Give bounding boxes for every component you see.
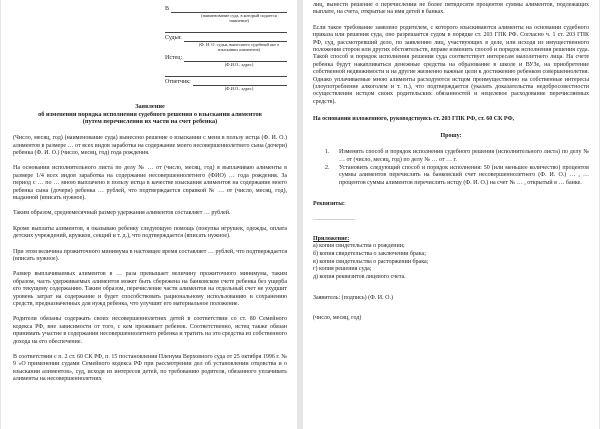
court-label: В [165, 5, 170, 12]
plaintiff-label: Истец: [165, 54, 183, 61]
addressee-block [165, 4, 287, 91]
judge-row [165, 33, 287, 42]
paragraph: При этом величина прожиточного минимума в настоящее время составляет … рублей, что подтверждается (вписать нужное). [13, 248, 287, 262]
defendant-row [165, 77, 287, 86]
details-heading: Реквизиты: [313, 201, 345, 208]
date-line: (число, месяц, год) [313, 314, 362, 321]
defendant-blank-line [193, 79, 287, 86]
title-line: Заявление [135, 103, 165, 110]
document-page-right [303, 0, 599, 429]
signature-line: Заявитель: (подпись) (Ф. И. О.) [313, 295, 393, 302]
request-text: Изменить способ и порядок исполнения судебного решения (исполнительного листа) по делу № … от (число, месяц, год) по делу № … от … г. [339, 149, 589, 163]
request-text: Установить следующий способ и порядок исполнения: 50 (или меньшее количество) процентов суммы алиментов перечислять на банковский счет несовершеннолетнего (Ф. И. О.) … , … процентов суммы алиментов перечислять истцу (Ф. И. О.) на счет № … , открытый в … банке. [339, 164, 589, 186]
blank-row [165, 68, 287, 77]
paragraph: Родители обязаны содержать своих несовершеннолетних детей в соответствии со ст. 80 Семейного кодекса РФ, вне зависимости от того, с кем проживает ребенок. Соответственно, истец также обязан принимать участие в содержании несовершеннолетнего ребенка и тратить на это средства из собственного дохода на его обеспечение. [13, 316, 287, 345]
request-heading: Прошу: [440, 132, 462, 139]
attachment-item: в) копия свидетельства о расторжении брака; [313, 258, 429, 265]
document-page-left [1, 0, 297, 429]
plaintiff-note: (Ф.И.О., адрес) [224, 62, 254, 67]
court-row [165, 4, 287, 13]
attachments-heading: Приложение: [313, 235, 350, 242]
judge-note: (Ф. И. О. судьи, вынесшего судебный акт о взыскании алиментов) [198, 42, 280, 52]
request-item [313, 149, 589, 164]
attachment-item: д) копия реквизитов лицевого счета. [313, 273, 406, 280]
paragraph: Таким образом, среднемесячный размер удержания алиментов составляет … рублей. [13, 210, 231, 217]
judge-blank-line [184, 35, 287, 42]
court-note: (наименование суда, в который подается заявление) [201, 13, 277, 23]
paragraph: Размер выплачиваемых алиментов в … раза превышает величину прожиточного минимума, таким образом, часть удерживаемых алиментов может быть сбережена на банковском счете ребенка без ущерба его текущему содержанию. Таким образом, перечисление части алиментов на отдельный счет не ухудшит уровень затрат на содержание и будет способствовать рациональному использованию и сохранению средств, предназначенных для нужд ребенка, что улучшит его материальное положение. [13, 271, 287, 308]
attachment-item: г) копия решения суда; [313, 266, 372, 273]
paragraph: лиц, вынести решение о перечислении не более пятидесяти процентов суммы алиментов, подлежащих выплате, на счета, открытые на имя детей в банках. [313, 2, 589, 16]
details-value: ………………… [313, 215, 355, 222]
plaintiff-blank-line [184, 55, 287, 62]
paragraph: (Число, месяц, год) (наименование суда) вынесено решение о взыскании с меня в пользу истца (Ф. И. О.) алиментов в размере … от всех видов заработка на содержание моего несовершеннолетнего сына (дочери) ребенка (Ф. И. О.) (число, месяц, год) года рождения. [13, 135, 287, 156]
request-number: 1. [325, 149, 330, 156]
blank-line [165, 26, 287, 33]
paragraph: В соответствии с п. 2 ст. 60 СК РФ, п. 15 постановления Пленума Верховного суда от 25 октября 1996 г. № 9 «О применении судами Семейного кодекса РФ при рассмотрении дел об установлении отцовства и о взыскании алиментов», суд, исходя из интересов детей, по требованию родителя, обязанного уплачивать алименты на несовершеннолетних [13, 354, 287, 383]
defendant-note: (Ф.И.О., адрес) [224, 86, 254, 91]
title-line: (путем перечисления их части на счет ребенка) [82, 118, 218, 126]
paragraph: На основании исполнительного листа по делу № … от (число, месяц, год) я выплачиваю алименты в размере 1/4 всех видов заработка на содержание несовершеннолетнего (ФИО) … года рождения. За период с … по … мною выплачено в пользу истца в качестве взыскания алиментов на содержание моего ребенка сына (дочери) ребенка … рублей, что подтверждается справкой № … от (число, месяц, год), выданной (вписать нужное). [13, 165, 287, 201]
paragraph: Кроме выплаты алиментов, я оказываю ребенку следующую помощь (покупка игрушек, одежды, оплата детских учреждений, кружков, секций и т. д.), что подтверждается (вписать нужное). [13, 225, 287, 240]
court-blank-line [171, 6, 287, 13]
title-line: об изменении порядка исполнения судебного решения о взыскании алиментов [38, 110, 262, 118]
blank-line [165, 70, 287, 77]
attachment-item: б) копия свидетельства о заключении брака; [313, 250, 426, 257]
document-title [13, 103, 287, 126]
defendant-label: Ответчик: [165, 78, 191, 85]
attachment-item: а) копия свидетельства о рождении; [313, 243, 405, 250]
request-number: 2. [325, 164, 330, 171]
plaintiff-row [165, 53, 287, 62]
blank-row [165, 24, 287, 33]
request-item [313, 165, 589, 187]
judge-label: Судья: [165, 34, 182, 41]
paragraph: Если такое требование заявлено родителем, с которого взыскиваются алименты на основании судебного приказа или решения суда, оно разрешается судом в порядке ст. 203 ГПК РФ. Согласно ч. 1 ст. 203 ГПК РФ, суд, рассмотревший дело, по заявлению лиц, участвующих в деле, или исходя из имущественного положения сторон или других обстоятельств, вправе изменить способ и порядок исполнения решения суда. Такой способ и порядок исполнения решения суда соответствует интересам малолетнего лица. На счете ребенка будут накапливаться денежные средства на образование в школе и ВУЗе, на приобретение собственной недвижимости и на другие жизненно важные цели к достижению ребенком совершеннолетия. Однако уплачиваемые мною алименты расходуются истцом преимущественно на собственные интересы (злоупотребление алкоголем и т. п.), что подтверждается (указать доказательства недобросовестности осуществления истцом своих родительских обязанностей и нецелевое расходование перечисляемых средств). [313, 24, 589, 105]
legal-basis: На основании изложенного, руководствуясь ст. 203 ГПК РФ, ст. 60 СК РФ, [313, 116, 515, 123]
